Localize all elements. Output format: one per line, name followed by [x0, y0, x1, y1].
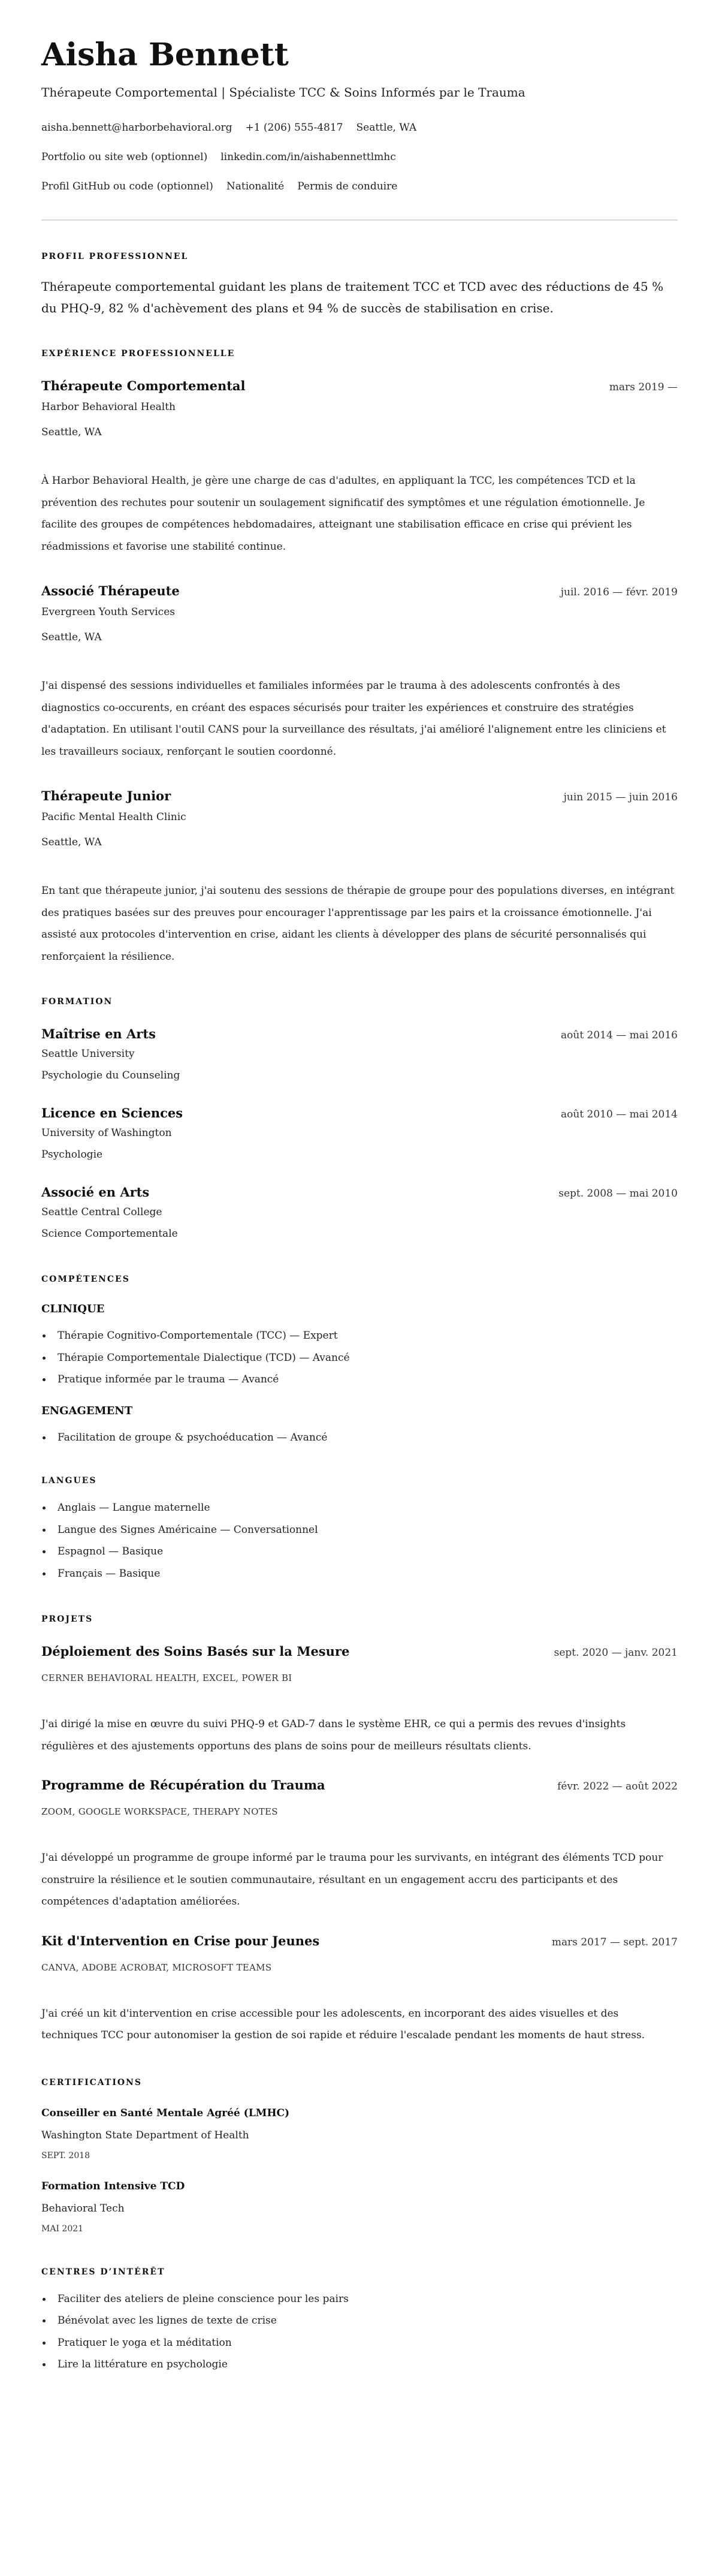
- headline: Thérapeute Comportemental | Spécialiste TCC & Soins Informés par le Trauma: [41, 85, 525, 100]
- interest-item: Pratiquer le yoga et la méditation: [41, 2332, 678, 2354]
- degree: [41, 1183, 678, 1201]
- education-entry: [41, 1025, 678, 1086]
- field-of-study: Psychologie: [41, 1149, 103, 1161]
- job-entry: [41, 377, 678, 558]
- skill-item: Pratique informée par le trauma — Avancé: [41, 1369, 678, 1391]
- education-entry: [41, 1183, 678, 1245]
- degree-dates: août 2014 — mai 2016: [561, 1029, 678, 1041]
- github-link[interactable]: Profil GitHub ou code (optionnel): [41, 180, 213, 192]
- certification-name: Formation Intensive TCD: [41, 2180, 185, 2192]
- interest-item: Faciliter des ateliers de pleine conscience pour les pairs: [41, 2288, 678, 2310]
- skill-item: Thérapie Cognitivo-Comportementale (TCC) — Expert: [41, 1325, 678, 1347]
- nationality: Nationalité: [226, 180, 285, 192]
- degree-dates: août 2010 — mai 2014: [561, 1108, 678, 1120]
- portfolio-link[interactable]: Portfolio ou site web (optionnel): [41, 151, 208, 163]
- job-location: Seattle, WA: [41, 836, 102, 848]
- project-entry: [41, 1643, 678, 1757]
- skill-item: Facilitation de groupe & psychoéducation — Avancé: [41, 1427, 678, 1449]
- degree: [41, 1104, 678, 1122]
- job-company: Pacific Mental Health Clinic: [41, 811, 186, 823]
- project-entry: [41, 1776, 678, 1913]
- job-dates: mars 2019 —: [609, 381, 678, 393]
- job-description: À Harbor Behavioral Health, je gère une charge de cas d'adultes, en appliquant la TCC, les compétences TCD et la prévention des rechutes pour soutenir un soulagement significatif des symptômes et une régulation émotionnelle. Je facilite des groupes de compétences hebdomadaires, atteignant une stabilisation efficace en crise qui prévient les réadmissions et favorise une stabilité continue.: [41, 475, 645, 553]
- job-company: Harbor Behavioral Health: [41, 401, 176, 413]
- job: [41, 582, 678, 600]
- project-description: J'ai dirigé la mise en œuvre du suivi PHQ-9 et GAD-7 dans le système EHR, ce qui a permis des revues d'insights régulières et des ajustements opportuns des plans de soins pour de meilleurs résultats clients.: [41, 1718, 626, 1752]
- project-title: Programme de Récupération du Trauma: [41, 1777, 325, 1792]
- school: Seattle Central College: [41, 1206, 162, 1218]
- project-dates: sept. 2020 — janv. 2021: [554, 1647, 678, 1659]
- section-heading-projects: PROJETS: [41, 1614, 93, 1624]
- interest-item: Bénévolat avec les lignes de texte de crise: [41, 2310, 678, 2332]
- interests-list: [41, 2288, 678, 2376]
- section-heading-skills: COMPÉTENCES: [41, 1275, 130, 1284]
- project-title: Kit d'Intervention en Crise pour Jeunes: [41, 1933, 320, 1948]
- project-tech: CERNER BEHAVIORAL HEALTH, EXCEL, POWER BI: [41, 1673, 292, 1683]
- certification-issuer: Behavioral Tech: [41, 2202, 125, 2215]
- job-location: Seattle, WA: [41, 426, 102, 438]
- job-description: En tant que thérapeute junior, j'ai soutenu des sessions de thérapie de groupe pour des populations diverses, en intégrant des pratiques basées sur des preuves pour encourager l'apprentissage par les pairs et la croissance émotionnelle. J'ai assisté aux protocoles d'intervention en crise, aidant les clients à développer des plans de sécurité personnalisés qui renforçaient la résilience.: [41, 885, 675, 963]
- job-entry: [41, 582, 678, 763]
- job-title: Associé Thérapeute: [41, 583, 180, 598]
- summary-text: Thérapeute comportemental guidant les plans de traitement TCC et TCD avec des réductions de 45 % du PHQ-9, 82 % d'achèvement des plans et 94 % de succès de stabilisation en crise.: [41, 279, 664, 315]
- project-tech: ZOOM, GOOGLE WORKSPACE, THERAPY NOTES: [41, 1806, 278, 1817]
- job: [41, 377, 678, 395]
- job-location: Seattle, WA: [41, 631, 102, 643]
- skill-category: ENGAGEMENT: [41, 1404, 133, 1417]
- job-title: Thérapeute Comportemental: [41, 378, 246, 393]
- project-title: Déploiement des Soins Basés sur la Mesure: [41, 1644, 350, 1659]
- skill-item: Thérapie Comportementale Dialectique (TCD) — Avancé: [41, 1347, 678, 1369]
- interest-item: Lire la littérature en psychologie: [41, 2354, 678, 2376]
- degree-title: Maîtrise en Arts: [41, 1026, 156, 1041]
- job-title: Thérapeute Junior: [41, 788, 171, 803]
- job: [41, 787, 678, 805]
- linkedin-link[interactable]: linkedin.com/in/aishabennettlmhc: [220, 151, 396, 163]
- field-of-study: Science Comportementale: [41, 1228, 178, 1240]
- resume-page: [0, 37, 719, 2376]
- certification-date: MAI 2021: [41, 2224, 84, 2234]
- project-dates: mars 2017 — sept. 2017: [551, 1936, 678, 1948]
- language-item: Espagnol — Basique: [41, 1541, 678, 1563]
- email[interactable]: aisha.bennett@harborbehavioral.org: [41, 122, 232, 134]
- project: [41, 1776, 678, 1794]
- degree-title: Licence en Sciences: [41, 1105, 183, 1120]
- header-divider: [41, 219, 678, 221]
- job-company: Evergreen Youth Services: [41, 606, 175, 618]
- language-item: Anglais — Langue maternelle: [41, 1497, 678, 1519]
- school: University of Washington: [41, 1127, 172, 1139]
- education-entry: [41, 1104, 678, 1165]
- section-heading-interests: CENTRES D’INTÉRÊT: [41, 2267, 165, 2277]
- section-heading-summary: PROFIL PROFESSIONNEL: [41, 252, 189, 261]
- project-description: J'ai développé un programme de groupe informé par le trauma pour les survivants, en intégrant des éléments TCD pour construire la résilience et le soutien communautaire, résultant en un engagement accru des participants et des compétences d'adaptation améliorées.: [41, 1852, 663, 1908]
- section-heading-certifications: CERTIFICATIONS: [41, 2077, 142, 2087]
- project-entry: [41, 1932, 678, 2047]
- section-heading-languages: LANGUES: [41, 1476, 97, 1486]
- project: [41, 1643, 678, 1661]
- contact-row: [41, 119, 678, 137]
- phone[interactable]: +1 (206) 555-4817: [245, 122, 343, 134]
- degree-title: Associé en Arts: [41, 1185, 150, 1200]
- project: [41, 1932, 678, 1950]
- language-item: Français — Basique: [41, 1563, 678, 1585]
- location: Seattle, WA: [356, 122, 417, 134]
- school: Seattle University: [41, 1048, 135, 1060]
- section-heading-education: FORMATION: [41, 997, 113, 1007]
- skill-list: [41, 1427, 678, 1449]
- skill-category: CLINIQUE: [41, 1303, 105, 1315]
- project-description: J'ai créé un kit d'intervention en crise accessible pour les adolescents, en incorporant des aides visuelles et des techniques TCC pour autonomiser la gestion de soi rapide et réduire l'escalade pendant les moments de haut stress.: [41, 2007, 645, 2041]
- job-description: J'ai dispensé des sessions individuelles et familiales informées par le trauma à des adolescents confrontés à des diagnostics co-occurents, en créant des espaces sécurisés pour traiter les expériences et construire des stratégies d'adaptation. En utilisant l'outil CANS pour la surveillance des résultats, j'ai amélioré l'alignement entre les cliniciens et les travailleurs sociaux, renforçant le soutien coordonné.: [41, 680, 666, 758]
- degree: [41, 1025, 678, 1043]
- driving-license: Permis de conduire: [297, 180, 398, 192]
- field-of-study: Psychologie du Counseling: [41, 1069, 180, 1081]
- certification-date: SEPT. 2018: [41, 2150, 90, 2161]
- job-dates: juin 2015 — juin 2016: [563, 791, 678, 803]
- job-entry: [41, 787, 678, 968]
- skill-list: [41, 1325, 678, 1391]
- languages-list: [41, 1497, 678, 1584]
- project-tech: CANVA, ADOBE ACROBAT, MICROSOFT TEAMS: [41, 1962, 272, 1973]
- contact-row: [41, 177, 678, 195]
- degree-dates: sept. 2008 — mai 2010: [558, 1188, 678, 1200]
- candidate-name: Aisha Bennett: [41, 37, 289, 73]
- project-dates: févr. 2022 — août 2022: [557, 1780, 678, 1792]
- language-item: Langue des Signes Américaine — Conversationnel: [41, 1519, 678, 1541]
- certification-name: Conseiller en Santé Mentale Agréé (LMHC): [41, 2107, 290, 2119]
- job-dates: juil. 2016 — févr. 2019: [560, 586, 678, 598]
- certification-issuer: Washington State Department of Health: [41, 2129, 249, 2141]
- contact-row: [41, 148, 678, 166]
- section-heading-experience: EXPÉRIENCE PROFESSIONNELLE: [41, 349, 235, 358]
